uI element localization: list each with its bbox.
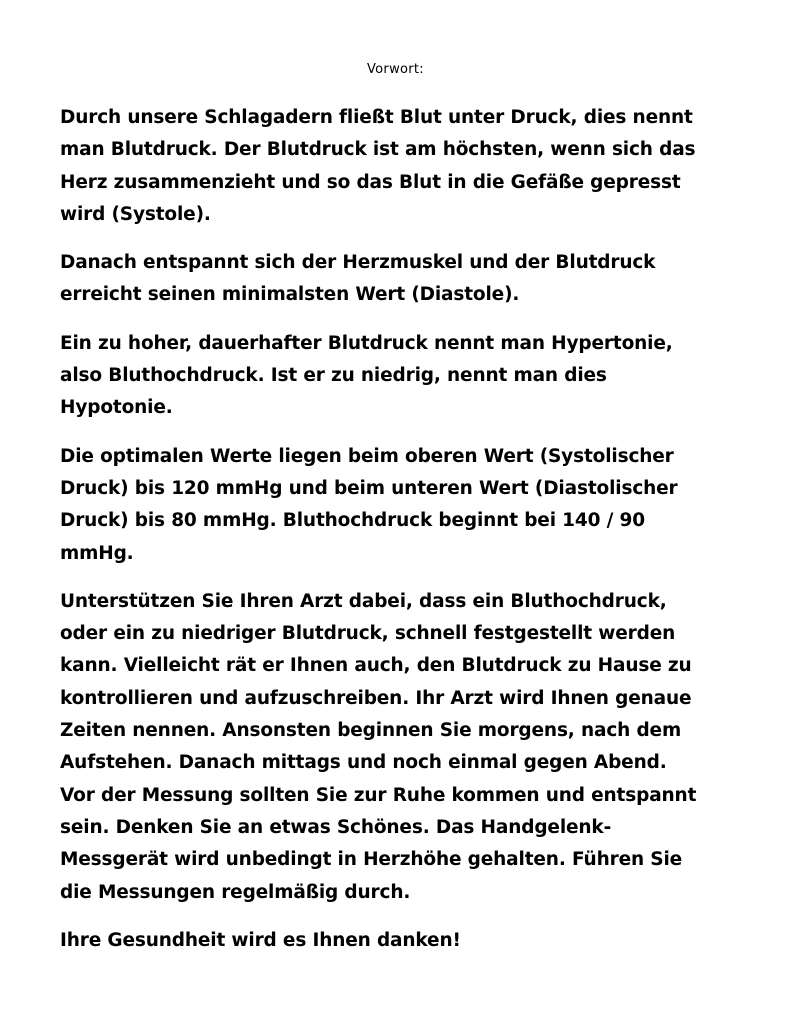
text-line: Danach entspannt sich der Herzmuskel und der Blutdruck <box>60 252 656 274</box>
page-heading: Vorwort: <box>367 62 424 77</box>
text-line: Herz zusammenzieht und so das Blut in die Gefäße gepresst <box>60 171 681 193</box>
text-line: Zeiten nennen. Ansonsten beginnen Sie morgens, nach dem <box>60 720 682 742</box>
paragraph-closing <box>60 925 750 957</box>
text-line: Vor der Messung sollten Sie zur Ruhe kommen und entspannt <box>60 784 697 806</box>
text-line: Druck) bis 80 mmHg. Bluthochdruck beginnt bei 140 / 90 <box>60 510 645 532</box>
text-line: die Messungen regelmäßig durch. <box>60 881 411 903</box>
text-line: Ihre Gesundheit wird es Ihnen danken! <box>60 929 461 951</box>
text-line: Unterstützen Sie Ihren Arzt dabei, dass ein Bluthochdruck, <box>60 590 667 612</box>
text-line: Hypotonie. <box>60 397 173 419</box>
text-line: Die optimalen Werte liegen beim oberen Wert (Systolischer <box>60 445 674 467</box>
paragraph-optimal-values <box>60 441 750 570</box>
text-line: man Blutdruck. Der Blutdruck ist am höchsten, wenn sich das <box>60 139 696 161</box>
body-text <box>60 102 750 973</box>
text-line: also Bluthochdruck. Ist er zu niedrig, nennt man dies <box>60 365 607 387</box>
text-line: sein. Denken Sie an etwas Schönes. Das Handgelenk- <box>60 816 612 838</box>
text-line: Messgerät wird unbedingt in Herzhöhe gehalten. Führen Sie <box>60 849 683 871</box>
paragraph-blood-pressure-intro <box>60 102 750 231</box>
text-line: kontrollieren und aufzuschreiben. Ihr Arzt wird Ihnen genaue <box>60 687 692 709</box>
text-line: erreicht seinen minimalsten Wert (Diastole). <box>60 284 520 306</box>
paragraph-diastole <box>60 247 750 312</box>
text-line: Aufstehen. Danach mittags und noch einmal gegen Abend. <box>60 752 667 774</box>
text-line: kann. Vielleicht rät er Ihnen auch, den Blutdruck zu Hause zu <box>60 655 692 677</box>
paragraph-hypertension <box>60 328 750 425</box>
text-line: Ein zu hoher, dauerhafter Blutdruck nennt man Hypertonie, <box>60 332 673 354</box>
text-line: oder ein zu niedriger Blutdruck, schnell festgestellt werden <box>60 623 676 645</box>
text-line: Durch unsere Schlagadern fließt Blut unter Druck, dies nennt <box>60 107 693 128</box>
text-line: mmHg. <box>60 542 134 564</box>
text-line: wird (Systole). <box>60 203 211 225</box>
text-line: Druck) bis 120 mmHg und beim unteren Wert (Diastolischer <box>60 477 678 499</box>
paragraph-measurement-advice <box>60 586 750 909</box>
